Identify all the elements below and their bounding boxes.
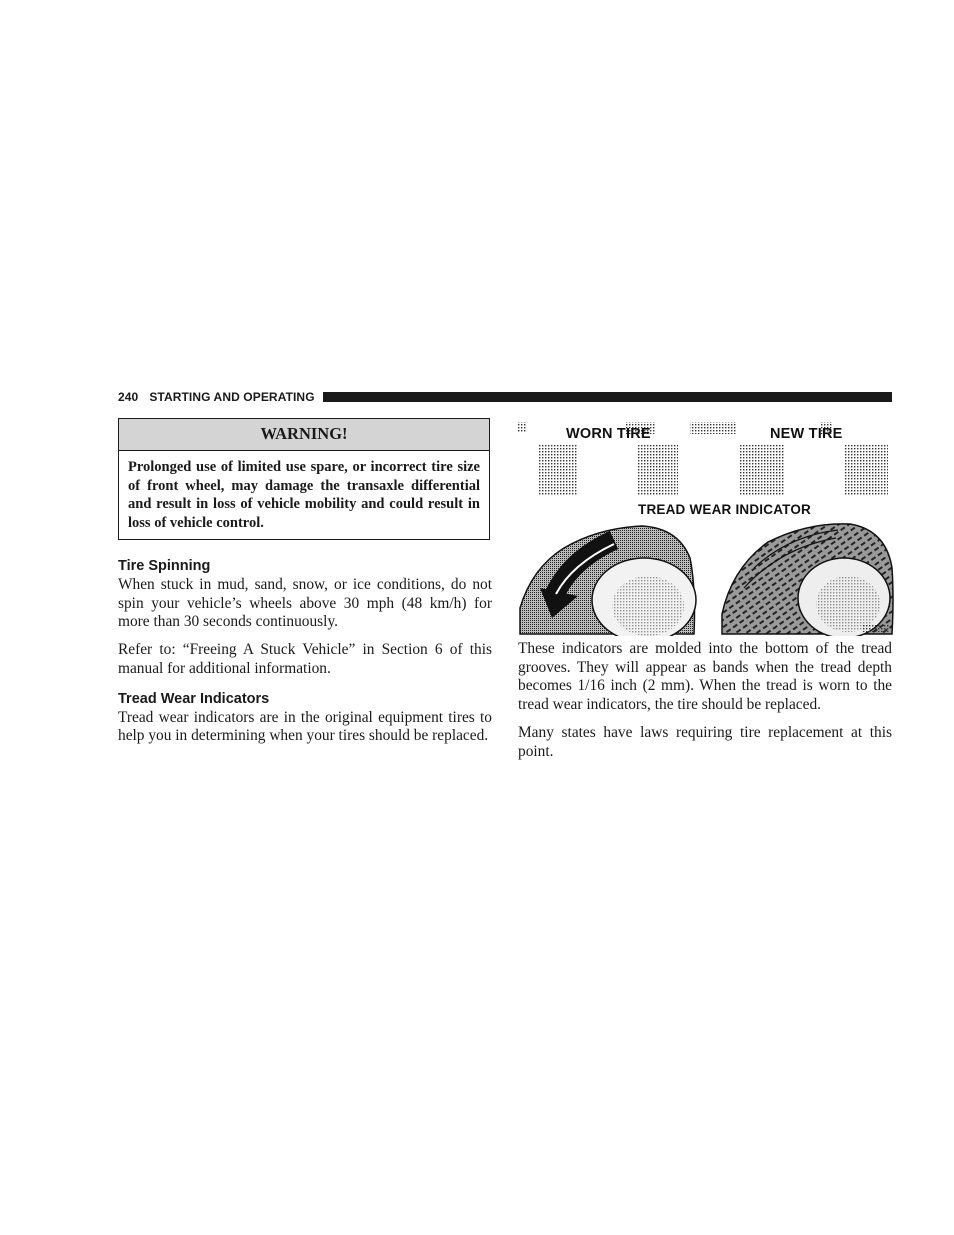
laws-paragraph: Many states have laws requiring tire replacement at this point.	[518, 723, 892, 760]
tire-spinning-paragraph-1: When stuck in mud, sand, snow, or ice conditions, do not spin your vehicle’s wheels above 30 mph (48 km/h) for more than 30 seconds continuously.	[118, 576, 492, 631]
tread-wear-figure	[518, 418, 894, 636]
tire-illustration	[518, 418, 894, 636]
worn-tire-label: WORN TIRE	[566, 426, 651, 442]
right-column	[518, 640, 892, 761]
page-number: 240	[118, 390, 139, 404]
warning-body: Prolonged use of limited use spare, or incorrect tire size of front wheel, may damage the transaxle differential and result in loss of vehicle mobility and could result in loss of vehicle control.	[128, 459, 480, 531]
indicators-paragraph: These indicators are molded into the bottom of the tread grooves. They will appear as bands when the tread depth becomes 1/16 inch (2 mm). When the tread is worn to the tread wear indicators, the tire should be replaced.	[518, 640, 892, 714]
worn-tire-drawing	[520, 526, 696, 636]
left-column	[118, 556, 492, 746]
tread-wear-heading: Tread Wear Indicators	[118, 690, 270, 707]
tread-wear-paragraph: Tread wear indicators are in the original equipment tires to help you in determining when your tires should be replaced.	[118, 708, 492, 745]
warning-title: WARNING!	[119, 419, 489, 451]
tread-wear-indicator-label: TREAD WEAR INDICATOR	[638, 502, 811, 517]
new-tire-drawing	[722, 524, 893, 636]
header-rule	[323, 392, 892, 402]
section-title: STARTING AND OPERATING	[149, 390, 315, 404]
new-tire-label: NEW TIRE	[770, 426, 843, 442]
warning-box	[118, 418, 490, 540]
page-header	[118, 389, 892, 405]
tire-spinning-paragraph-2: Refer to: “Freeing A Stuck Vehicle” in Section 6 of this manual for additional information.	[118, 641, 492, 677]
tire-spinning-heading: Tire Spinning	[118, 558, 211, 574]
